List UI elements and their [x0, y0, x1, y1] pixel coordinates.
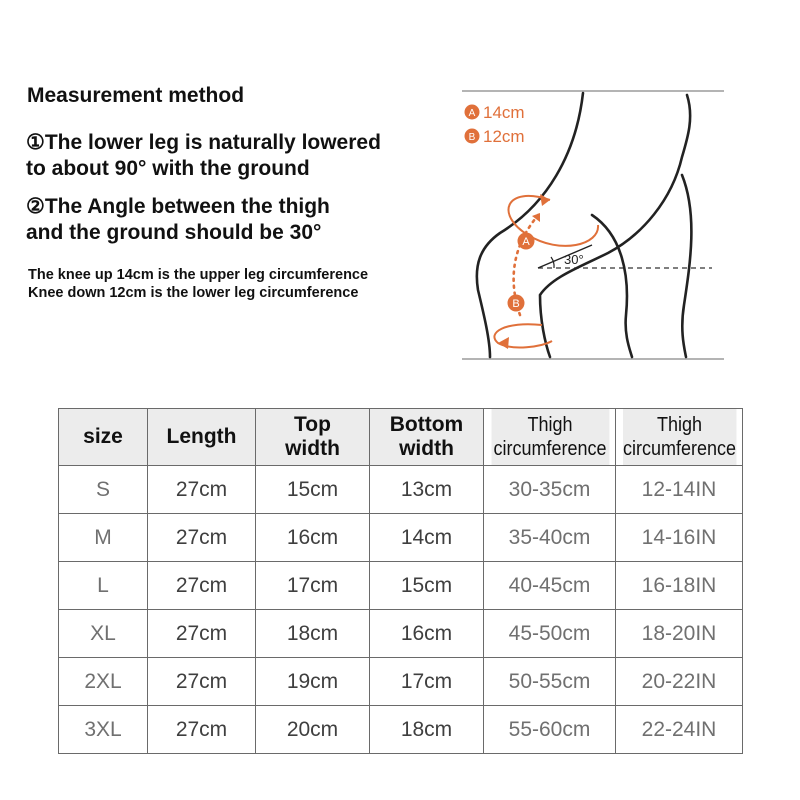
thigh-cm-cell: 45-50cm	[484, 610, 616, 658]
table-row	[59, 514, 743, 562]
legend-b	[465, 127, 525, 146]
thigh-in-cell: 20-22IN	[616, 658, 743, 706]
length-cell: 27cm	[148, 466, 256, 514]
length-cell: 27cm	[148, 514, 256, 562]
upper-arrow-icon	[540, 194, 550, 206]
lower-arrow-icon	[498, 337, 509, 349]
top-width-cell: 20cm	[256, 706, 370, 754]
step-1-line-1: ①The lower leg is naturally lowered	[26, 131, 381, 154]
step-1	[26, 130, 456, 182]
measurement-heading: Measurement method	[27, 84, 245, 107]
notes	[28, 266, 456, 302]
bottom-width-cell: 17cm	[370, 658, 484, 706]
top-width-cell: 18cm	[256, 610, 370, 658]
top-width-cell: 15cm	[256, 466, 370, 514]
size-chart-table	[58, 408, 743, 754]
note-upper-circumference: The knee up 14cm is the upper leg circumference	[28, 267, 369, 283]
svg-text:A: A	[468, 108, 476, 119]
top-width-cell: 17cm	[256, 562, 370, 610]
table-row	[59, 466, 743, 514]
length-cell: 27cm	[148, 562, 256, 610]
bottom-width-cell: 13cm	[370, 466, 484, 514]
leg-measurement-diagram	[450, 85, 750, 365]
thigh-in-cell: 14-16IN	[616, 514, 743, 562]
thigh-cm-cell: 55-60cm	[484, 706, 616, 754]
bottom-width-cell: 16cm	[370, 610, 484, 658]
measurement-markings	[494, 196, 598, 348]
bottom-width-cell: 18cm	[370, 706, 484, 754]
second-leg-outline	[682, 175, 691, 357]
header-bottom-width: Bottom width	[370, 409, 484, 466]
size-cell: XL	[59, 610, 148, 658]
measurement-instructions	[26, 84, 456, 302]
legend-b-value: 12cm	[483, 127, 525, 146]
table-row	[59, 610, 743, 658]
table-row	[59, 562, 743, 610]
table-header-row	[59, 409, 743, 466]
length-cell: 27cm	[148, 658, 256, 706]
thigh-in-cell: 22-24IN	[616, 706, 743, 754]
header-size: size	[59, 409, 148, 466]
header-top-width: Top width	[256, 409, 370, 466]
legend-a	[465, 103, 525, 122]
step-2-line-1: ②The Angle between the thigh	[26, 195, 330, 218]
svg-text:B: B	[468, 132, 476, 143]
size-cell: S	[59, 466, 148, 514]
thigh-in-cell: 18-20IN	[616, 610, 743, 658]
marker-b	[508, 295, 525, 312]
note-lower-circumference: Knee down 12cm is the lower leg circumference	[28, 285, 359, 301]
thigh-in-cell: 12-14IN	[616, 466, 743, 514]
step-2-line-2: and the ground should be 30°	[26, 221, 322, 244]
bottom-width-cell: 14cm	[370, 514, 484, 562]
length-cell: 27cm	[148, 610, 256, 658]
leg-back-outline	[540, 95, 690, 357]
thigh-cm-cell: 35-40cm	[484, 514, 616, 562]
header-length: Length	[148, 409, 256, 466]
calf-outline	[592, 215, 632, 357]
table-row	[59, 706, 743, 754]
thigh-cm-cell: 40-45cm	[484, 562, 616, 610]
size-cell: 3XL	[59, 706, 148, 754]
svg-text:A: A	[522, 236, 530, 248]
size-cell: L	[59, 562, 148, 610]
thigh-cm-cell: 50-55cm	[484, 658, 616, 706]
top-width-cell: 19cm	[256, 658, 370, 706]
legend-a-value: 14cm	[483, 103, 525, 122]
header-thigh-circumference-cm: Thigh circumference	[490, 409, 609, 466]
header-thigh-circumference-in: Thigh circumference	[622, 409, 736, 466]
thigh-in-cell: 16-18IN	[616, 562, 743, 610]
size-cell: M	[59, 514, 148, 562]
top-width-cell: 16cm	[256, 514, 370, 562]
thigh-cm-cell: 30-35cm	[484, 466, 616, 514]
table-row	[59, 658, 743, 706]
step-2	[26, 194, 456, 246]
bottom-width-cell: 15cm	[370, 562, 484, 610]
marker-a	[518, 233, 535, 250]
step-1-line-2: to about 90° with the ground	[26, 157, 310, 180]
length-cell: 27cm	[148, 706, 256, 754]
angle-label: 30°	[564, 252, 584, 267]
svg-text:B: B	[512, 298, 520, 310]
size-cell: 2XL	[59, 658, 148, 706]
